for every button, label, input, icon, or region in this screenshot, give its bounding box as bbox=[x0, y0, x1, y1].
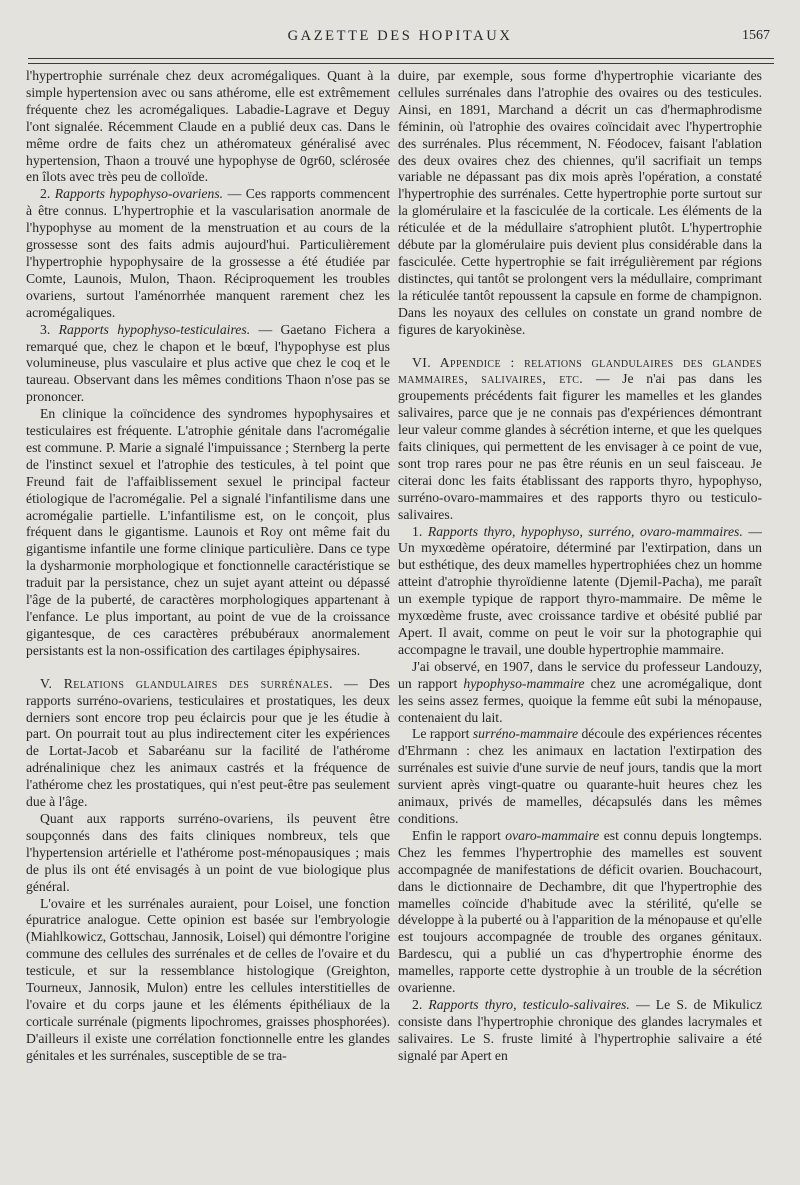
paragraph-text: découle des expériences récentes d'Ehrmann : chez les animaux en lactation l'extirpation des surrénales est suivie d'une survie de neuf jours, tandis que la mort survient après vingt-quatre ou quarante-huit heures chez les animaux, privés de mamelles, décapsulés dans les mêmes conditions. bbox=[398, 726, 762, 826]
subsection-title: Rapports thyro, hypophyso, surréno, ovaro-mammaires. bbox=[427, 523, 743, 539]
paragraph-text: est connu depuis longtemps. Chez les femmes l'hypertrophie des mamelles est souvent accompagnée de manifestations de déficit ovarien. Bouchacourt, dans le dictionnaire de Dechambre, dit que l'hypertrophie des mamelles coïncide d'habitude avec la stérilité, qu'elle se développe à la puberté ou à l'apparition de la ménopause et qu'elle est toujours accompagnée de trouble des organes génitaux. Bardescu, qui a publié un cas d'hypertrophie énorme des mamelles, rapporte cette dystrophie à un trouble de la sécrétion ovarienne. bbox=[398, 827, 762, 996]
paragraph-text: J'ai observé, en 1907, dans le service du professeur Landouzy, un rapport bbox=[398, 658, 762, 691]
running-head bbox=[0, 28, 800, 50]
paragraph-text: — Gaetano Fichera a remarqué que, chez le chapon et le bœuf, l'hypophyse est plus volumineuse, plus vasculaire et plus active que chez le coq et le taureau. Observant dans les mêmes conditions Thaon n'ose pas se prononcer. bbox=[26, 321, 390, 405]
page-number: 1567 bbox=[742, 28, 770, 43]
paragraph-text: — Je n'ai pas dans les groupements précédents fait figurer les mamelles et les glandes salivaires, parce que je ne connais pas d'expériences démontrant leur valeur comme glandes à sécrétion interne, et que les quelques faits cliniques, qui permettent de les envisager à ce point de vue, sont trop rares pour ne pas être réunis en un seul faisceau. Je citerai donc les faits établissant des rapports thyro, hypophyso, surréno-ovaro-mammaires et des rapports thyro ou testiculo-salivaires. bbox=[398, 371, 762, 522]
item-number: 3. bbox=[40, 321, 59, 337]
paragraph bbox=[26, 322, 390, 407]
header-double-rule bbox=[28, 58, 774, 64]
left-column bbox=[26, 68, 390, 1173]
paragraph: l'hypertrophie surrénale chez deux acromégaliques. Quant à la simple hypertension avec ou sans athérome, elle est extrêmement fréquente chez les acromégaliques. Labadie-Lagrave et Deguy l'ont signalée. Récemment Claude en a publié deux cas. Dans le même ordre de faits chez un athéromateux généralisé avec hypertension, Thaon a trouvé une hypophyse de 0gr60, sclérosée en îlots avec très peu de colloïde. bbox=[26, 68, 390, 185]
section-paragraph bbox=[26, 676, 390, 811]
subsection-title: Rapports hypophyso-testiculaires. bbox=[58, 321, 251, 337]
paragraph-text: — Ces rapports commencent à être connus. L'hypertrophie et la vascularisation anormale de l'hypophyse au moment de la menstruation et au cours de la grossesse sont des faits admis aujourd'hui. Particulièrement l'hypertrophie hypophysaire de la grossesse a été étudiée par Comte, Launois, Mulon, Thaon. Réciproquement les troubles ovariens, surtout l'aménorrhée manquent rarement chez les acromégaliques. bbox=[26, 186, 390, 320]
paragraph bbox=[398, 659, 762, 727]
section-heading: V. Relations glandulaires des surrénales. bbox=[40, 675, 333, 691]
journal-title: GAZETTE DES HOPITAUX bbox=[287, 28, 513, 44]
paragraph: L'ovaire et les surrénales auraient, pour Loisel, une fonction épuratrice analogue. Cette opinion est basée sur l'embryologie (Miahlkowicz, Gottschau, Jannosik, Loisel) qui démontre l'origine commune des cellules des surrénales et de celles de l'ovaire et du testicule, et sur la ressemblance histologique (Greighton, Tourneux, Jannosik, Mulon) entre les cellules interstitielles de l'ovaire et du corps jaune et les éléments épithéliaux de la corticale surrénale (pigments lipochromes, graisses phosphorées). D'ailleurs il existe une corrélation fonctionnelle entre les glandes génitales et les surrénales, susceptible de se tra- bbox=[26, 895, 390, 1063]
italic-term: ovaro-mammaire bbox=[505, 827, 600, 843]
paragraph: duire, par exemple, sous forme d'hypertrophie vicariante des cellules surrénales dans l'atrophie des ovaires ou des testicules. Ainsi, en 1891, Marchand a décrit un cas d'hermaphrodisme féminin, où l'atrophie des ovaires coïncidait avec l'hypertrophie des surrénales. Plus récemment, N. Féodocev, faisant l'ablation des deux ovaires chez des chiennes, qu'il sacrifiait un temps variable ne dépassant pas dix mois après l'opération, a constaté l'hypertrophie des surrénales. Cette hypertrophie porte surtout sur la glomérulaire et la fasciculée de la corticale. Les éléments de la réticulée et de la médullaire s'atrophient plutôt. L'hypertrophie débute par la glomérulaire puis devient plus considérable dans la fasciculée. Cette hypertrophie se fait irrégulièrement par régions distinctes, qui tantôt se prolongent vers la médullaire, comprimant la réticulée tantôt repoussent la capsule en forme de champignon. Dans les noyaux des cellules on constate un grand nombre de figures de karyokinèse. bbox=[398, 68, 762, 337]
section-heading: VI. Appendice : relations glandulaires des glandes mammaires, salivaires, etc. bbox=[398, 354, 762, 387]
paragraph-text: — Des rapports surréno-ovariens, testiculaires et prostatiques, les deux derniers sont encore trop peu éclaircis pour que je les étudie à part. On pourrait tout au plus indirectement citer les expériences de Lortat-Jacob et Sabaréanu sur la facilité de l'athérome adrénalinique chez les animaux castrés et la fréquence de l'athérome chez les prostatiques, qui n'est peut-être pas seulement due à l'âge. bbox=[26, 675, 390, 810]
subsection-title: Rapports hypophyso-ovariens. bbox=[54, 186, 224, 202]
italic-term: hypophyso-mammaire bbox=[463, 675, 585, 691]
right-column bbox=[398, 68, 762, 1173]
item-number: 1. bbox=[412, 523, 428, 539]
paragraph-text: chez une acromégalique, dont les seins assez fermes, quoique la femme eût subi la ménopause, contenaient du lait. bbox=[398, 675, 762, 725]
paragraph-text: Le rapport bbox=[412, 726, 473, 742]
paragraph bbox=[398, 997, 762, 1065]
paragraph: En clinique la coïncidence des syndromes hypophysaires et testiculaires est fréquente. L'atrophie génitale dans l'acromégalie est commune. P. Marie a signalé l'impuissance ; Sternberg la perte de l'instinct sexuel et l'atrophie des testicules, à tel point que Freund fait de l'affaiblissement sexuel le principal facteur étiologique de l'acromégalie. Pel a signalé l'infantilisme dans une acromégalie partielle. L'infantilisme est, on le conçoit, plus fréquent dans le gigantisme. Launois et Roy ont même fait du gigantisme infantile une forme clinique particulière. Dans ce type la dysharmonie morphologique et fonctionnelle caractéristique se traduit par la persistance, chez un sujet ayant atteint ou dépassé l'âge de la puberté, de caractères morphologiques appartenant à l'enfance. Le plus important, au point de vue de la croissance gigantesque, de ces caractères prébubéraux anormalement persistants est la non-ossification des cartilages épiphysaires. bbox=[26, 406, 390, 658]
paragraph bbox=[398, 726, 762, 827]
item-number: 2. bbox=[40, 186, 55, 202]
paragraph bbox=[398, 828, 762, 997]
paragraph-text: — Le S. de Mikulicz consiste dans l'hypertrophie chronique des glandes lacrymales et salivaires. Le S. fruste limité à l'hypertrophie salivaire a été signalé par Apert en bbox=[398, 996, 762, 1063]
paragraph-text: Enfin le rapport bbox=[412, 827, 506, 843]
italic-term: surréno-mammaire bbox=[472, 726, 579, 742]
subsection-title: Rapports thyro, testiculo-salivaires. bbox=[428, 996, 630, 1012]
paragraph bbox=[398, 524, 762, 659]
section-paragraph bbox=[398, 355, 762, 524]
item-number: 2. bbox=[412, 996, 429, 1012]
paragraph: Quant aux rapports surréno-ovariens, ils peuvent être soupçonnés dans des faits cliniques nombreux, tels que l'hypertension artérielle et l'athérome post-ménopausiques ; mais de plus ils ont été envisagés à un point de vue biologique plus général. bbox=[26, 810, 390, 894]
paragraph-text: — Un myxœdème opératoire, déterminé par l'extirpation, dans un but esthétique, des deux mamelles hypertrophiées chez un homme atteint d'atrophie thyroïdienne latente (Djemil-Pacha), me paraît un exemple typique de rapport thyro-mammaire. De même le myxœdème fruste, avec croissance tardive et obésité publié par Apert. Il avait, comme on peut le voir sur la photographie qui accompagne le travail, une double hypertrophie mammaire. bbox=[398, 523, 762, 657]
paragraph bbox=[26, 186, 390, 321]
